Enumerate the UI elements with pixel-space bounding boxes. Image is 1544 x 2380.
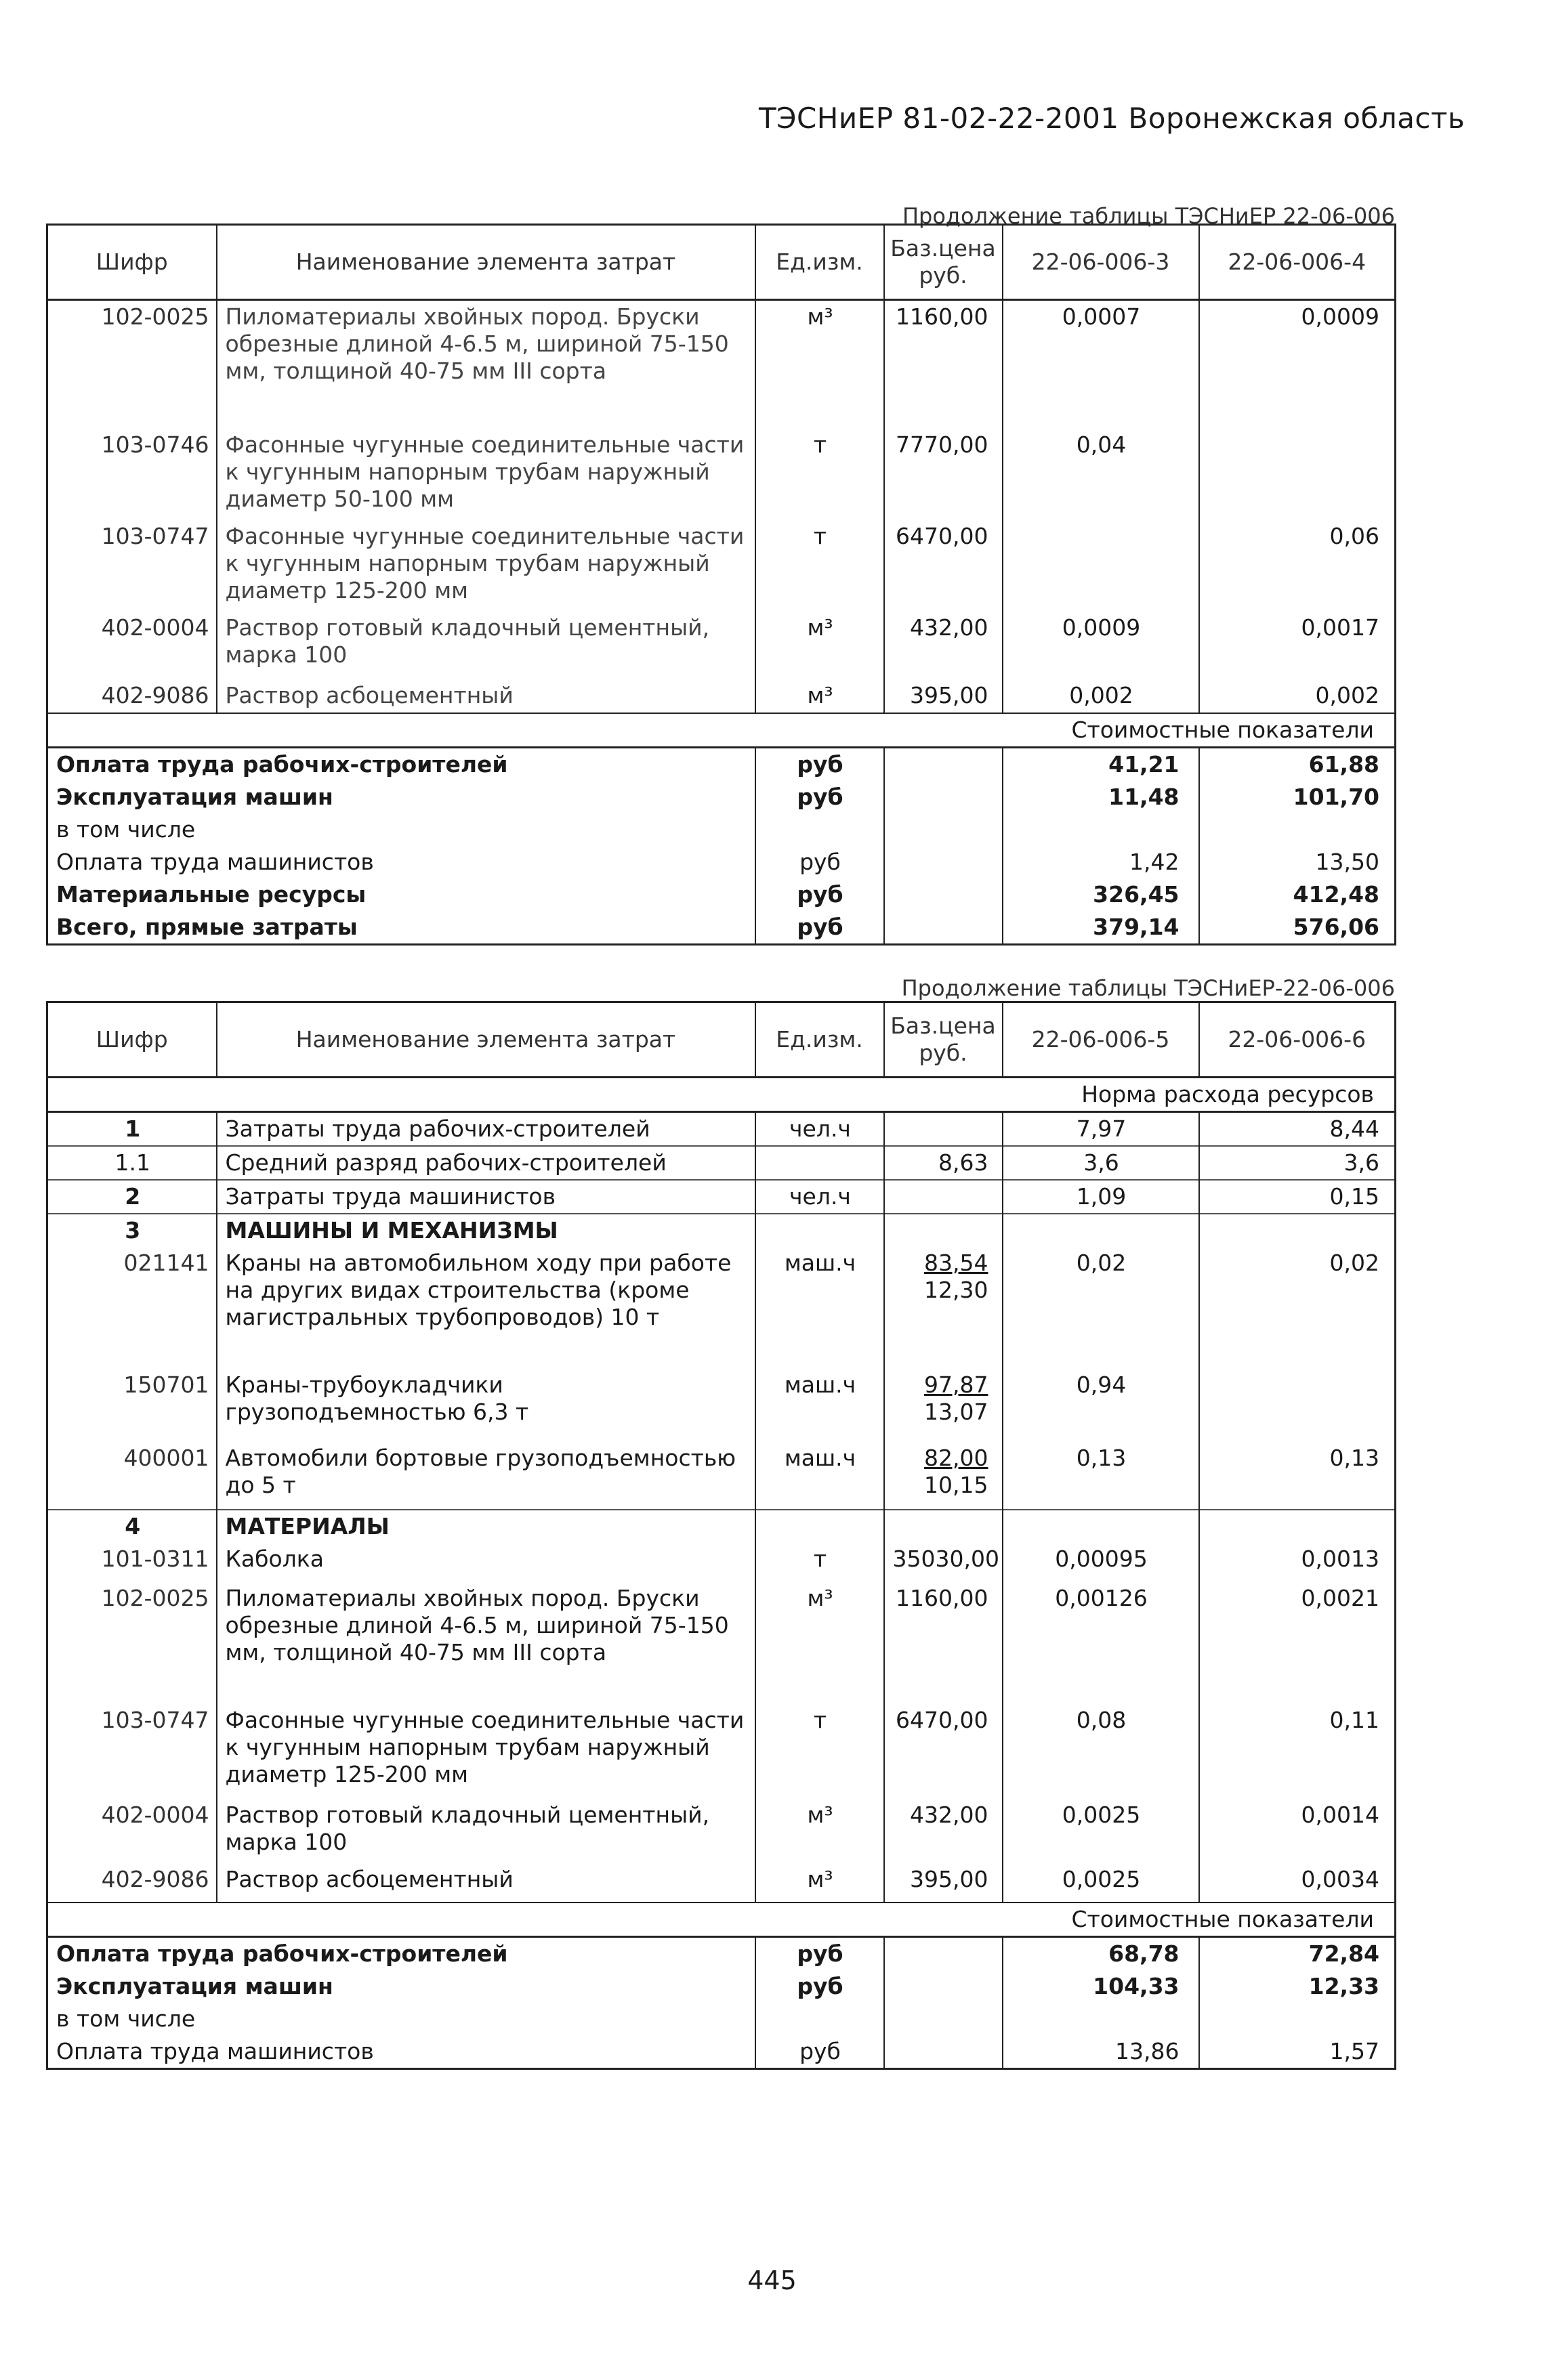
row-value-1: 0,0025 <box>1003 1799 1199 1863</box>
row-code: 1.1 <box>47 1146 217 1180</box>
cost-unit: руб <box>755 911 884 945</box>
table2-header-row <box>47 1002 1396 1078</box>
row-unit: м³ <box>755 679 884 713</box>
table2-continuation-caption: Продолжение таблицы ТЭСНиЕР-22-06-006 <box>901 975 1395 1001</box>
col-value-1: 22-06-006-3 <box>1003 225 1199 300</box>
cost-value-1: 1,42 <box>1003 846 1199 878</box>
cost-value-2: 1,57 <box>1199 2035 1396 2069</box>
row-code: 150701 <box>47 1369 217 1442</box>
row-value-2: 0,0021 <box>1199 1582 1396 1704</box>
row-name: Фасонные чугунные соединительные части к чугунным напорным трубам наружный диаметр 125-200 мм <box>217 1704 755 1799</box>
cost-label: в том числе <box>47 2003 755 2035</box>
table-row <box>47 1146 1396 1180</box>
row-value-1: 0,04 <box>1003 429 1199 520</box>
row-name: Автомобили бортовые грузоподъемностью до 5 т <box>217 1442 755 1510</box>
table1-continuation-caption: Продолжение таблицы ТЭСНиЕР 22-06-006 <box>902 203 1395 229</box>
row-price: 35030,00 <box>884 1543 1003 1582</box>
cost-value-2: 72,84 <box>1199 1937 1396 1971</box>
row-unit: м³ <box>755 1799 884 1863</box>
row-price <box>884 1112 1003 1147</box>
cost-unit: руб <box>755 846 884 878</box>
cost-row <box>47 911 1396 945</box>
table-row <box>47 1442 1396 1510</box>
row-code: 102-0025 <box>47 300 217 429</box>
cost-value-1: 326,45 <box>1003 878 1199 911</box>
row-code: 103-0746 <box>47 429 217 520</box>
col-unit: Ед.изм. <box>755 1002 884 1078</box>
price-wage: 10,15 <box>924 1472 988 1498</box>
row-code: 402-0004 <box>47 612 217 679</box>
row-unit: м³ <box>755 300 884 429</box>
cost-value-2: 101,70 <box>1199 781 1396 813</box>
cost-value-1: 68,78 <box>1003 1937 1199 1971</box>
row-code: 2 <box>47 1180 217 1214</box>
row-value-2: 0,13 <box>1199 1442 1396 1510</box>
cost-value-2: 61,88 <box>1199 747 1396 781</box>
row-unit: маш.ч <box>755 1442 884 1510</box>
row-code: 400001 <box>47 1442 217 1510</box>
row-code: 103-0747 <box>47 1704 217 1799</box>
table-row <box>47 1582 1396 1704</box>
row-price: 395,00 <box>884 679 1003 713</box>
cost-value-1: 13,86 <box>1003 2035 1199 2069</box>
cost-unit: руб <box>755 1970 884 2003</box>
cost-caption: Стоимостные показатели <box>47 1903 1396 1937</box>
row-value-1: 0,08 <box>1003 1704 1199 1799</box>
col-value-2: 22-06-006-4 <box>1199 225 1396 300</box>
section-code: 4 <box>47 1510 217 1543</box>
row-value-1: 0,0025 <box>1003 1863 1199 1903</box>
row-price: 7770,00 <box>884 429 1003 520</box>
row-unit: т <box>755 429 884 520</box>
row-name: Фасонные чугунные соединительные части к чугунным напорным трубам наружный диаметр 50-100 мм <box>217 429 755 520</box>
row-code: 402-0004 <box>47 1799 217 1863</box>
cost-value-1: 379,14 <box>1003 911 1199 945</box>
row-unit: чел.ч <box>755 1112 884 1147</box>
row-name: Затраты труда машинистов <box>217 1180 755 1214</box>
row-name: Фасонные чугунные соединительные части к чугунным напорным трубам наружный диаметр 125-200 мм <box>217 520 755 612</box>
section-title: МАШИНЫ И МЕХАНИЗМЫ <box>217 1214 755 1247</box>
table-row <box>47 1369 1396 1442</box>
cost-label: Оплата труда машинистов <box>47 846 755 878</box>
norm-caption-row <box>47 1078 1396 1112</box>
row-value-2: 0,06 <box>1199 520 1396 612</box>
row-value-1: 7,97 <box>1003 1112 1199 1147</box>
cost-row <box>47 2003 1396 2035</box>
cost-label: Эксплуатация машин <box>47 781 755 813</box>
row-value-2: 0,0017 <box>1199 612 1396 679</box>
price-wage: 13,07 <box>924 1399 988 1425</box>
section-code: 3 <box>47 1214 217 1247</box>
row-unit: чел.ч <box>755 1180 884 1214</box>
col-name: Наименование элемента затрат <box>217 225 755 300</box>
table-row <box>47 1704 1396 1799</box>
row-unit: м³ <box>755 1863 884 1903</box>
cost-label: Оплата труда машинистов <box>47 2035 755 2069</box>
row-code: 402-9086 <box>47 1863 217 1903</box>
row-name: Пиломатериалы хвойных пород. Бруски обрезные длиной 4-6.5 м, шириной 75-150 мм, толщиной 40-75 мм III сорта <box>217 300 755 429</box>
row-code: 021141 <box>47 1247 217 1369</box>
row-value-1: 0,002 <box>1003 679 1199 713</box>
table-row <box>47 1799 1396 1863</box>
row-code: 1 <box>47 1112 217 1147</box>
price-base: 82,00 <box>924 1445 988 1471</box>
cost-row <box>47 1937 1396 1971</box>
cost-value-2: 412,48 <box>1199 878 1396 911</box>
col-code: Шифр <box>47 1002 217 1078</box>
row-value-1: 0,00095 <box>1003 1543 1199 1582</box>
cost-unit: руб <box>755 878 884 911</box>
col-code: Шифр <box>47 225 217 300</box>
cost-value-1: 41,21 <box>1003 747 1199 781</box>
cost-value-1: 11,48 <box>1003 781 1199 813</box>
row-price: 6470,00 <box>884 520 1003 612</box>
table1 <box>46 224 1396 945</box>
row-value-2: 0,0009 <box>1199 300 1396 429</box>
col-value-2: 22-06-006-6 <box>1199 1002 1396 1078</box>
table-row <box>47 1543 1396 1582</box>
row-code: 402-9086 <box>47 679 217 713</box>
row-name: Раствор готовый кладочный цементный, марка 100 <box>217 612 755 679</box>
norm-caption: Норма расхода ресурсов <box>47 1078 1396 1112</box>
table-row <box>47 1247 1396 1369</box>
cost-caption-row <box>47 1903 1396 1937</box>
cost-row <box>47 846 1396 878</box>
cost-unit: руб <box>755 1937 884 1971</box>
cost-caption-row <box>47 713 1396 748</box>
cost-unit: руб <box>755 781 884 813</box>
row-value-2: 0,002 <box>1199 679 1396 713</box>
row-name: Раствор асбоцементный <box>217 679 755 713</box>
row-price: 432,00 <box>884 1799 1003 1863</box>
row-value-1: 3,6 <box>1003 1146 1199 1180</box>
row-name: Средний разряд рабочих-строителей <box>217 1146 755 1180</box>
table2 <box>46 1001 1396 2070</box>
table-row <box>47 300 1396 429</box>
row-unit <box>755 1146 884 1180</box>
row-value-1: 0,00126 <box>1003 1582 1199 1704</box>
cost-label: Всего, прямые затраты <box>47 911 755 945</box>
row-price: 8,63 <box>884 1146 1003 1180</box>
table-row <box>47 679 1396 713</box>
cost-label: Эксплуатация машин <box>47 1970 755 2003</box>
section-title: МАТЕРИАЛЫ <box>217 1510 755 1543</box>
row-price <box>884 1442 1003 1510</box>
cost-caption: Стоимостные показатели <box>47 713 1396 748</box>
row-unit: м³ <box>755 612 884 679</box>
row-value-2: 0,02 <box>1199 1247 1396 1369</box>
cost-row <box>47 2035 1396 2069</box>
table-row <box>47 612 1396 679</box>
cost-row <box>47 781 1396 813</box>
cost-label: Оплата труда рабочих-строителей <box>47 1937 755 1971</box>
table-row <box>47 520 1396 612</box>
cost-unit: руб <box>755 2035 884 2069</box>
row-price: 1160,00 <box>884 300 1003 429</box>
cost-row <box>47 1970 1396 2003</box>
row-value-2: 0,11 <box>1199 1704 1396 1799</box>
row-value-2 <box>1199 1369 1396 1442</box>
row-value-1 <box>1003 520 1199 612</box>
cost-label: в том числе <box>47 813 755 846</box>
cost-label: Материальные ресурсы <box>47 878 755 911</box>
row-value-1: 0,0007 <box>1003 300 1199 429</box>
document-header: ТЭСНиЕР 81-02-22-2001 Воронежская область <box>759 102 1465 135</box>
row-price <box>884 1247 1003 1369</box>
row-value-2: 0,0034 <box>1199 1863 1396 1903</box>
price-base: 97,87 <box>924 1372 988 1398</box>
col-value-1: 22-06-006-5 <box>1003 1002 1199 1078</box>
row-value-2: 3,6 <box>1199 1146 1396 1180</box>
row-price: 432,00 <box>884 612 1003 679</box>
row-price: 1160,00 <box>884 1582 1003 1704</box>
col-unit: Ед.изм. <box>755 225 884 300</box>
row-name: Каболка <box>217 1543 755 1582</box>
cost-unit: руб <box>755 747 884 781</box>
row-value-1: 0,0009 <box>1003 612 1199 679</box>
row-price: 6470,00 <box>884 1704 1003 1799</box>
page-number: 445 <box>747 2266 797 2295</box>
row-value-1: 0,13 <box>1003 1442 1199 1510</box>
row-code: 102-0025 <box>47 1582 217 1704</box>
row-value-2: 8,44 <box>1199 1112 1396 1147</box>
row-unit: т <box>755 1704 884 1799</box>
row-price <box>884 1180 1003 1214</box>
row-unit: маш.ч <box>755 1369 884 1442</box>
price-wage: 12,30 <box>924 1277 988 1303</box>
row-value-1: 1,09 <box>1003 1180 1199 1214</box>
table-row <box>47 429 1396 520</box>
cost-value-2: 13,50 <box>1199 846 1396 878</box>
section-row <box>47 1510 1396 1543</box>
row-value-2: 0,15 <box>1199 1180 1396 1214</box>
row-value-2: 0,0013 <box>1199 1543 1396 1582</box>
col-price: Баз.цена руб. <box>884 225 1003 300</box>
section-row <box>47 1214 1396 1247</box>
row-name: Раствор готовый кладочный цементный, марка 100 <box>217 1799 755 1863</box>
row-value-2 <box>1199 429 1396 520</box>
row-unit: т <box>755 1543 884 1582</box>
cost-value-2: 12,33 <box>1199 1970 1396 2003</box>
row-name: Краны-трубоукладчики грузоподъемностью 6,3 т <box>217 1369 755 1442</box>
row-value-2: 0,0014 <box>1199 1799 1396 1863</box>
table-row <box>47 1863 1396 1903</box>
cost-value-1: 104,33 <box>1003 1970 1199 2003</box>
row-code: 103-0747 <box>47 520 217 612</box>
row-unit: маш.ч <box>755 1247 884 1369</box>
row-code: 101-0311 <box>47 1543 217 1582</box>
cost-value-2: 576,06 <box>1199 911 1396 945</box>
row-value-1: 0,94 <box>1003 1369 1199 1442</box>
table1-header-row <box>47 225 1396 300</box>
cost-label: Оплата труда рабочих-строителей <box>47 747 755 781</box>
row-unit: м³ <box>755 1582 884 1704</box>
row-price <box>884 1369 1003 1442</box>
cost-row <box>47 747 1396 781</box>
row-name: Затраты труда рабочих-строителей <box>217 1112 755 1147</box>
price-base: 83,54 <box>924 1250 988 1276</box>
row-unit: т <box>755 520 884 612</box>
row-name: Раствор асбоцементный <box>217 1863 755 1903</box>
row-price: 395,00 <box>884 1863 1003 1903</box>
row-name: Пиломатериалы хвойных пород. Бруски обрезные длиной 4-6.5 м, шириной 75-150 мм, толщиной 40-75 мм III сорта <box>217 1582 755 1704</box>
cost-row <box>47 813 1396 846</box>
row-name: Краны на автомобильном ходу при работе на других видах строительства (кроме магистральных трубопроводов) 10 т <box>217 1247 755 1369</box>
table-row <box>47 1112 1396 1147</box>
row-value-1: 0,02 <box>1003 1247 1199 1369</box>
table-row <box>47 1180 1396 1214</box>
col-price: Баз.цена руб. <box>884 1002 1003 1078</box>
col-name: Наименование элемента затрат <box>217 1002 755 1078</box>
cost-row <box>47 878 1396 911</box>
